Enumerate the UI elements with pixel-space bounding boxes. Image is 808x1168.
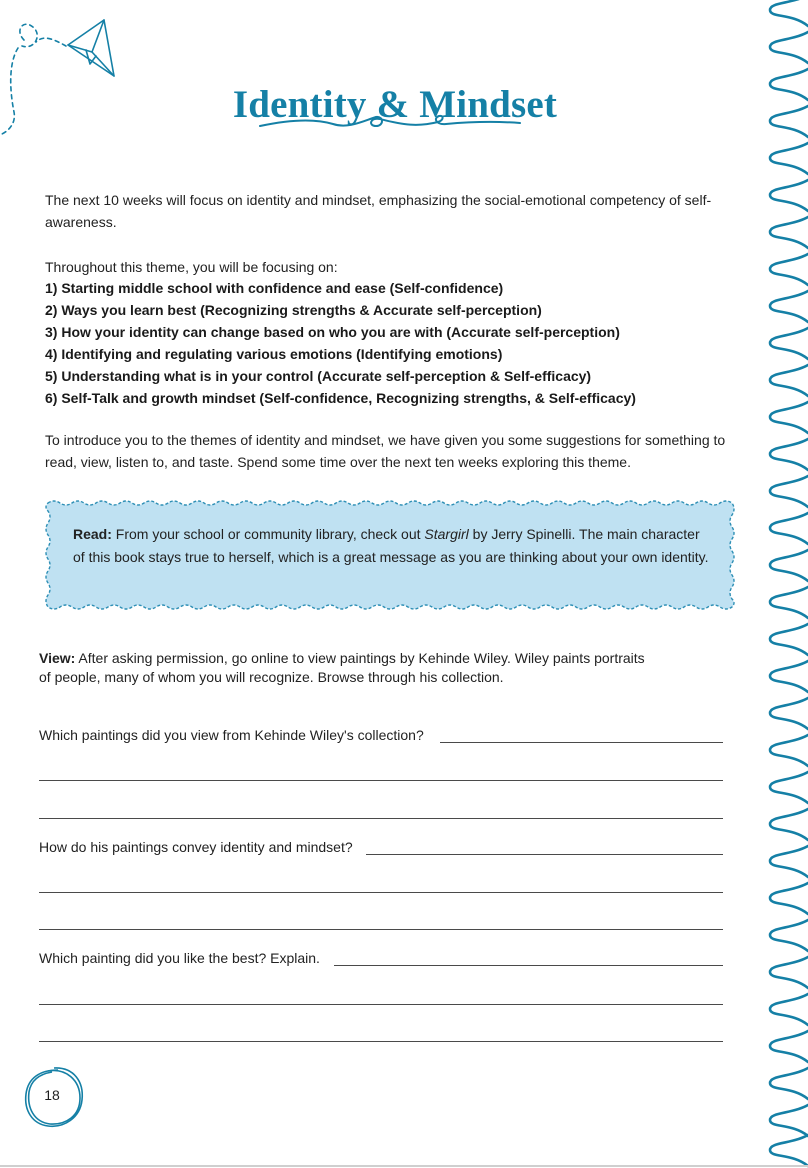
answer-line-2[interactable]: [366, 854, 723, 855]
page-bottom-divider: [0, 1165, 808, 1167]
answer-line-1[interactable]: [440, 742, 723, 743]
answer-line-3[interactable]: [334, 965, 723, 966]
question-1: Which paintings did you view from Kehinde Wiley's collection?: [39, 727, 424, 743]
read-text-before: From your school or community library, check out: [111, 526, 425, 542]
view-text-line2: of people, many of whom you will recognize. Browse through his collection.: [39, 669, 504, 685]
focus-intro-text: Throughout this theme, you will be focusing on:: [45, 259, 338, 275]
book-title: Stargirl: [424, 526, 469, 542]
read-text-after: by Jerry Spinelli. The main character of this book stays true to herself, which is a great message as you are thinking about your own identity.: [73, 526, 709, 565]
view-text-line1: After asking permission, go online to view paintings by Kehinde Wiley. Wiley paints portraits: [75, 650, 645, 666]
answer-line-1b[interactable]: [39, 780, 723, 781]
view-suggestion: [39, 649, 729, 687]
page-title: Identity & Mindset: [232, 83, 558, 127]
question-3: Which painting did you like the best? Explain.: [39, 950, 320, 966]
closing-paragraph: To introduce you to the themes of identity and mindset, we have given you some suggestions for something to read, view, listen to, and taste. Spend some time over the next ten weeks exploring this theme.: [45, 432, 726, 470]
focus-item: 6) Self-Talk and growth mindset (Self-confidence, Recognizing strengths, & Self-efficacy): [45, 390, 636, 406]
focus-item: 5) Understanding what is in your control (Accurate self-perception & Self-efficacy): [45, 368, 592, 384]
focus-item: 3) How your identity can change based on who you are with (Accurate self-perception): [45, 324, 620, 340]
page-number: 18: [44, 1087, 60, 1103]
focus-list: [45, 277, 765, 409]
read-suggestion: [73, 523, 713, 569]
question-2: How do his paintings convey identity and mindset?: [39, 839, 353, 855]
read-label: Read:: [73, 526, 112, 542]
intro-paragraph: The next 10 weeks will focus on identity and mindset, emphasizing the social-emotional competency of self-awareness.: [45, 192, 712, 230]
view-label: View:: [39, 650, 76, 666]
answer-line-3c[interactable]: [39, 1041, 723, 1042]
answer-line-3b[interactable]: [39, 1004, 723, 1005]
focus-item: 1) Starting middle school with confidence and ease (Self-confidence): [45, 280, 504, 296]
title-flourish-decoration: [258, 112, 522, 138]
answer-line-2c[interactable]: [39, 929, 723, 930]
answer-line-2b[interactable]: [39, 892, 723, 893]
focus-item: 4) Identifying and regulating various emotions (Identifying emotions): [45, 346, 503, 362]
spiral-binding-decoration: [762, 0, 808, 1168]
answer-line-1c[interactable]: [39, 818, 723, 819]
focus-item: 2) Ways you learn best (Recognizing strengths & Accurate self-perception): [45, 302, 542, 318]
